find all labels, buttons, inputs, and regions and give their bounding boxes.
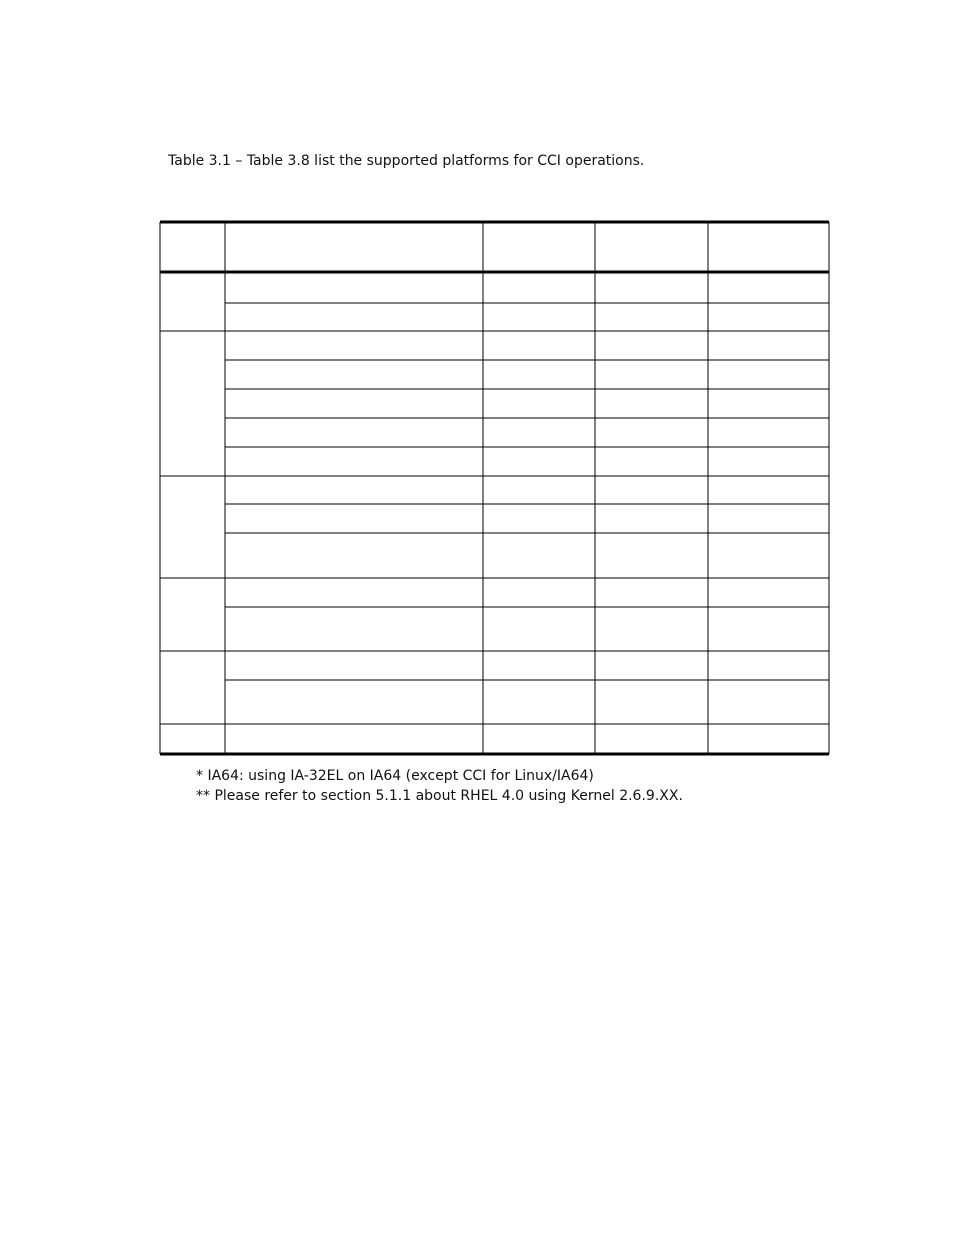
footnote-rhel: ** Please refer to section 5.1.1 about RHEL 4.0 using Kernel 2.6.9.XX. xyxy=(196,788,683,804)
footnote-ia64: * IA64: using IA-32EL on IA64 (except CCI for Linux/IA64) xyxy=(196,768,594,784)
footnotes xyxy=(196,766,683,806)
intro-paragraph: Table 3.1 – Table 3.8 list the supported platforms for CCI operations. xyxy=(168,153,645,169)
